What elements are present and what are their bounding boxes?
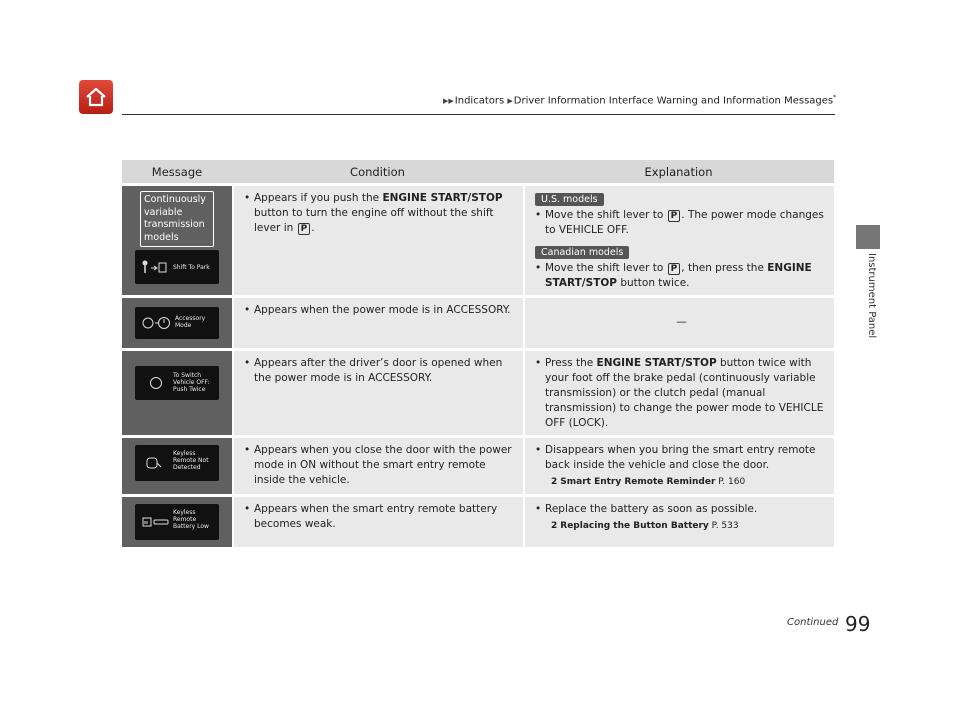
page-number: 99 [845, 612, 871, 636]
reference-page: P. 160 [718, 477, 746, 487]
message-image-cell [122, 351, 232, 435]
park-key: P [668, 263, 681, 275]
condition-cell: • Appears when the power mode is in ACCESSORY. [232, 298, 523, 348]
header-explanation: Explanation [523, 160, 834, 183]
condition-text: Appears if you push the [254, 192, 383, 204]
display-screen [135, 445, 219, 481]
explanation-text: button twice. [617, 277, 690, 289]
header-rule [122, 114, 835, 115]
screen-text: Shift To Park [173, 264, 210, 271]
explanation-cell: • Replace the battery as soon as possible. 2 Replacing the Button Battery P. 533 [523, 497, 834, 547]
explanation-bold: ENGINE START/STOP [596, 357, 717, 369]
condition-bold: ENGINE START/STOP [382, 192, 503, 204]
reference-arrow-icon: 2 [551, 521, 558, 531]
explanation-text: Replace the battery as soon as possible. [545, 503, 758, 515]
display-screen [135, 307, 219, 339]
table-row [122, 298, 834, 348]
condition-cell: • Appears if you push the ENGINE START/STOP button to turn the engine off without the shift lever in P . [232, 186, 523, 295]
breadcrumb-page: Driver Information Interface Warning and Information Messages [513, 95, 834, 107]
display-screen [135, 250, 219, 284]
condition-text: . [311, 222, 315, 234]
condition-text: Appears when you close the door with the power mode in ON without the smart entry remote inside the vehicle. [254, 444, 512, 486]
display-screen [135, 504, 219, 540]
table-row [122, 351, 834, 435]
screen-text: Accessory Mode [175, 315, 206, 329]
reference-arrow-icon: 2 [551, 477, 558, 487]
screen-text: Keyless Remote Not Detected [173, 450, 209, 471]
battery-low-icon [142, 517, 170, 527]
canadian-models-badge: Canadian models [535, 246, 629, 259]
message-image-cell [122, 497, 232, 547]
cross-reference[interactable] [535, 475, 828, 490]
reference-title: Smart Entry Remote Reminder [560, 477, 716, 487]
continued-label: Continued [787, 617, 839, 628]
explanation-dash: — [676, 316, 687, 328]
condition-cell: • Appears after the driver’s door is opened when the power mode is in ACCESSORY. [232, 351, 523, 435]
condition-cell: • Appears when you close the door with the power mode in ON without the smart entry remote inside the vehicle. [232, 438, 523, 494]
explanation-text: Move the shift lever to [545, 262, 667, 274]
home-button[interactable] [79, 80, 113, 114]
explanation-text: Disappears when you bring the smart entry remote back inside the vehicle and close the door. [545, 444, 816, 471]
reference-title: Replacing the Button Battery [560, 521, 709, 531]
table-row [122, 438, 834, 494]
message-table [122, 157, 834, 550]
screen-text: To Switch Vehicle OFF: Push Twice [173, 372, 210, 393]
explanation-text: Press the [545, 357, 597, 369]
section-tab-marker [856, 225, 880, 249]
home-icon [84, 86, 108, 108]
section-tab-label: Instrument Panel [866, 253, 877, 339]
transmission-tag: Continuously variable transmission models [140, 191, 214, 247]
message-image-cell [122, 438, 232, 494]
breadcrumb-indicators[interactable]: Indicators [454, 95, 505, 107]
park-key: P [298, 223, 311, 235]
explanation-text: , then press the [681, 262, 768, 274]
condition-cell: • Appears when the smart entry remote battery becomes weak. [232, 497, 523, 547]
cross-reference[interactable] [535, 519, 828, 534]
message-image-cell [122, 186, 232, 295]
explanation-cell: • Press the ENGINE START/STOP button twice with your foot off the brake pedal (continuously variable transmission) or the clutch pedal (manual transmission) to change the power mode to VEHICLE OFF (LOCK). [523, 351, 834, 435]
table-row [122, 497, 834, 547]
explanation-text: Move the shift lever to [545, 209, 667, 221]
park-key: P [668, 210, 681, 222]
shift-lever-icon [141, 260, 167, 274]
display-screen [135, 366, 219, 400]
explanation-cell: U.S. models • Move the shift lever to P . The power mode changes to VEHICLE OFF. Canadian models • Move the shift lever to P , then press the ENGINE START/STOP button twice. [523, 186, 834, 295]
header-condition: Condition [232, 160, 523, 183]
message-image-cell [122, 298, 232, 348]
header-message: Message [122, 160, 232, 183]
condition-text: Appears when the power mode is in ACCESSORY. [254, 304, 511, 316]
explanation-bold: ENGINE START/STOP [545, 262, 812, 289]
us-models-badge: U.S. models [535, 193, 604, 206]
condition-text: Appears after the driver’s door is opened when the power mode is in ACCESSORY. [254, 357, 503, 384]
table-row [122, 186, 834, 295]
reference-page: P. 533 [711, 521, 739, 531]
footnote-mark: * [833, 94, 837, 101]
table-header-row [122, 160, 834, 183]
explanation-cell [523, 298, 834, 348]
explanation-cell: • Disappears when you bring the smart entry remote back inside the vehicle and close the door. 2 Smart Entry Remote Reminder P. 160 [523, 438, 834, 494]
power-button-icon [149, 376, 163, 390]
condition-text: button to turn the engine off without the shift lever in [254, 207, 494, 234]
power-button-icon [141, 315, 171, 331]
explanation-text: . The power mode changes to VEHICLE OFF. [545, 209, 824, 236]
condition-text: Appears when the smart entry remote battery becomes weak. [254, 503, 498, 530]
key-fob-icon [146, 457, 162, 469]
screen-text: Keyless Remote Battery Low [173, 509, 209, 530]
breadcrumb: ▶▶Indicators ▶Driver Information Interface Warning and Information Messages* [443, 94, 837, 107]
explanation-text: button twice with your foot off the brake pedal (continuously variable transmission) or the clutch pedal (manual transmission) to change the power mode to VEHICLE OFF (LOCK). [545, 357, 824, 429]
